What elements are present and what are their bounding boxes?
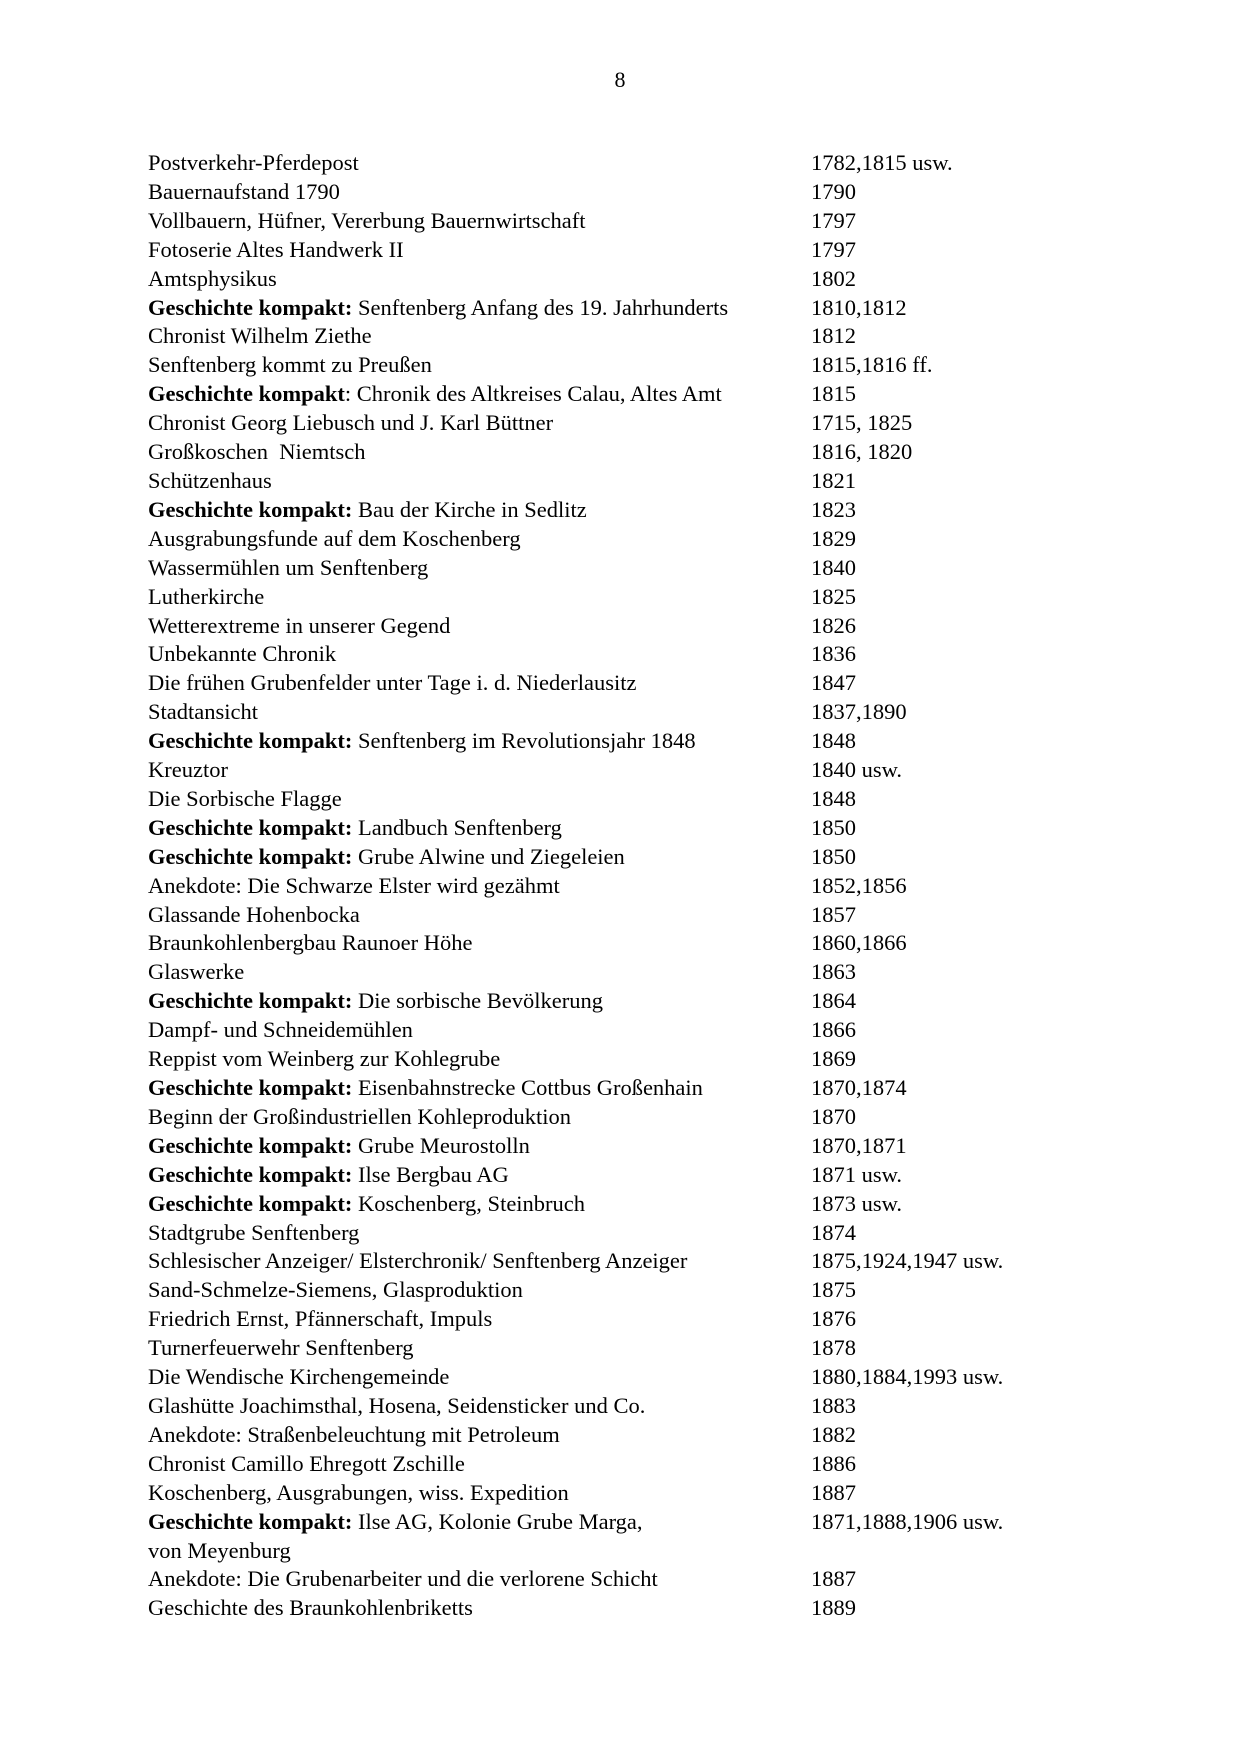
entry-topic [148,1132,811,1161]
entry-topic [148,380,811,409]
index-entry [148,1565,1108,1594]
entry-year: 1815,1816 ff. [811,352,933,378]
entry-category-prefix: Geschichte kompakt: [148,814,353,840]
entry-year: 1889 [811,1595,856,1621]
entry-topic [148,265,811,294]
entry-title: Amtsphysikus [148,265,277,291]
entry-title: Postverkehr-Pferdepost [148,150,359,175]
entry-category-prefix: Geschichte kompakt: [148,728,353,754]
index-entry [148,958,1108,987]
entry-title: Landbuch Senftenberg [352,814,562,840]
index-entry [148,351,1108,380]
index-entry [148,612,1108,641]
entry-year: 1870,1871 [811,1132,907,1158]
index-entry [148,1161,1108,1190]
entry-title: Die frühen Grubenfelder unter Tage i. d. Niederlausitz [148,670,637,696]
entry-year: 1871,1888,1906 usw. [811,1508,1004,1534]
entry-topic [148,496,811,525]
entry-topic [148,1392,811,1421]
entry-topic [148,178,811,207]
entry-topic [148,1247,811,1276]
index-entry [148,756,1108,785]
entry-category-prefix: Geschichte kompakt: [148,1508,353,1534]
index-entry [148,1334,1108,1363]
entry-year: 1850 [811,814,856,840]
entry-title: Ausgrabungsfunde auf dem Koschenberg [148,525,521,551]
entry-title: Kreuztor [148,757,228,783]
entry-title: Glassande Hohenbocka [148,901,360,927]
entry-year: 1847 [811,670,856,696]
entry-topic [148,1074,811,1103]
index-entry [148,1450,1108,1479]
entry-title: Lutherkirche [148,583,265,609]
entry-year: 1812 [811,323,856,349]
entry-topic [148,1334,811,1363]
entry-title: Koschenberg, Ausgrabungen, wiss. Expedition [148,1479,569,1505]
entry-title: Chronist Camillo Ehregott Zschille [148,1450,465,1476]
entry-topic [148,236,811,265]
entry-topic [148,351,811,380]
entry-year: 1852,1856 [811,872,907,898]
index-entry [148,496,1108,525]
entry-year: 1870,1874 [811,1075,907,1100]
entry-title-continuation: von Meyenburg [148,1537,291,1563]
entry-year: 1866 [811,1017,856,1043]
entry-year: 1790 [811,178,856,204]
entry-year: 1870 [811,1103,856,1129]
entry-topic [148,525,811,554]
entry-year: 1829 [811,525,856,551]
index-entry [148,640,1108,669]
entry-title: Anekdote: Straßenbeleuchtung mit Petroleum [148,1421,560,1447]
index-entry [148,1247,1108,1276]
entry-year: 1715, 1825 [811,410,913,436]
entry-topic [148,1305,811,1334]
index-list [148,149,1108,1623]
entry-year: 1782,1815 usw. [811,150,953,175]
entry-topic [148,438,811,467]
entry-topic [148,1450,811,1479]
index-entry [148,409,1108,438]
entry-title: Grube Alwine und Ziegeleien [352,843,625,869]
entry-category-prefix: Geschichte kompakt [148,381,345,407]
entry-year: 1815 [811,381,856,407]
entry-year: 1816, 1820 [811,439,913,465]
index-entry [148,1276,1108,1305]
entry-topic [148,554,811,583]
index-entry [148,554,1108,583]
entry-title: Braunkohlenbergbau Raunoer Höhe [148,930,473,956]
entry-title: Schützenhaus [148,467,272,493]
entry-year: 1887 [811,1566,856,1592]
index-entry [148,1016,1108,1045]
index-entry [148,901,1108,930]
index-entry [148,1421,1108,1450]
entry-year: 1875,1924,1947 usw. [811,1248,1004,1274]
entry-topic [148,1161,811,1190]
entry-title: Ilse AG, Kolonie Grube Marga, [352,1508,643,1534]
entry-year: 1836 [811,641,856,667]
entry-title: Dampf- und Schneidemühlen [148,1017,413,1043]
entry-year: 1797 [811,236,856,262]
entry-year: 1878 [811,1335,856,1361]
entry-year: 1880,1884,1993 usw. [811,1364,1004,1390]
index-entry [148,322,1108,351]
entry-topic [148,756,811,785]
entry-title: Chronist Wilhelm Ziethe [148,323,372,349]
entry-year: 1857 [811,901,856,927]
entry-title: Grube Meurostolln [352,1132,530,1158]
entry-title: Bauernaufstand 1790 [148,178,340,204]
entry-topic [148,1045,811,1074]
entry-year: 1876 [811,1306,856,1332]
entry-title: Geschichte des Braunkohlenbriketts [148,1595,473,1621]
entry-topic [148,987,811,1016]
entry-title: Fotoserie Altes Handwerk II [148,236,404,262]
index-entry [148,785,1108,814]
entry-year: 1886 [811,1450,856,1476]
entry-category-prefix: Geschichte kompakt: [148,843,353,869]
entry-category-prefix: Geschichte kompakt: [148,294,353,320]
entry-year: 1882 [811,1421,856,1447]
index-entry [148,525,1108,554]
entry-year: 1863 [811,959,856,985]
entry-year: 1848 [811,728,856,754]
entry-title: Die sorbische Bevölkerung [352,988,603,1014]
entry-title: Friedrich Ernst, Pfännerschaft, Impuls [148,1306,493,1332]
index-entry [148,265,1108,294]
entry-title: Unbekannte Chronik [148,641,337,667]
entry-topic [148,149,811,178]
entry-year: 1821 [811,467,856,493]
entry-topic [148,207,811,236]
index-entry [148,929,1108,958]
entry-topic [148,1190,811,1219]
page-number: 8 [614,67,626,92]
index-entry [148,814,1108,843]
entry-year: 1840 [811,554,856,580]
entry-category-prefix: Geschichte kompakt: [148,1132,353,1158]
entry-year: 1875 [811,1277,856,1303]
index-entry [148,1074,1108,1103]
entry-title: Sand-Schmelze-Siemens, Glasproduktion [148,1277,523,1303]
index-entry [148,1045,1108,1074]
entry-topic [148,1219,811,1248]
entry-title: Eisenbahnstrecke Cottbus Großenhain [352,1075,703,1100]
entry-title: Wassermühlen um Senftenberg [148,554,429,580]
entry-year: 1825 [811,583,856,609]
entry-title: Koschenberg, Steinbruch [352,1190,586,1216]
entry-topic [148,698,811,727]
index-entry [148,1479,1108,1508]
index-entry [148,207,1108,236]
entry-topic [148,640,811,669]
entry-year: 1873 usw. [811,1190,903,1216]
index-entry [148,1392,1108,1421]
entry-year: 1837,1890 [811,699,907,725]
entry-title: Schlesischer Anzeiger/ Elsterchronik/ Senftenberg Anzeiger [148,1248,688,1274]
entry-title: Die Sorbische Flagge [148,785,342,811]
entry-topic [148,1276,811,1305]
index-entry [148,236,1108,265]
entry-title: Turnerfeuerwehr Senftenberg [148,1335,414,1361]
index-entry [148,987,1108,1016]
entry-year: 1850 [811,843,856,869]
entry-topic [148,901,811,930]
entry-category-prefix: Geschichte kompakt: [148,1161,353,1187]
index-entry [148,467,1108,496]
entry-topic [148,1594,811,1623]
entry-year: 1823 [811,496,856,522]
entry-title: Stadtgrube Senftenberg [148,1219,360,1245]
entry-topic [148,958,811,987]
entry-title: Glaswerke [148,959,245,985]
index-entry [148,1132,1108,1161]
entry-title: Senftenberg Anfang des 19. Jahrhunderts [352,294,729,320]
entry-topic [148,843,811,872]
entry-topic [148,1421,811,1450]
entry-category-prefix: Geschichte kompakt: [148,988,353,1014]
index-entry [148,698,1108,727]
entry-year: 1887 [811,1479,856,1505]
entry-topic [148,467,811,496]
entry-title: Senftenberg im Revolutionsjahr 1848 [352,728,696,754]
entry-title: Anekdote: Die Schwarze Elster wird gezähmt [148,872,560,898]
entry-title: Großkoschen Niemtsch [148,439,366,465]
entry-topic [148,727,811,756]
index-entry [148,1594,1108,1623]
entry-category-prefix: Geschichte kompakt: [148,1075,353,1100]
index-entry [148,1305,1108,1334]
entry-topic [148,612,811,641]
index-entry [148,843,1108,872]
index-entry [148,438,1108,467]
entry-year: 1869 [811,1046,856,1072]
index-entry [148,178,1108,207]
entry-category-prefix: Geschichte kompakt: [148,496,353,522]
entry-title: Beginn der Großindustriellen Kohleproduktion [148,1103,572,1129]
entry-topic [148,929,811,958]
entry-topic [148,1508,811,1566]
entry-title: Anekdote: Die Grubenarbeiter und die verlorene Schicht [148,1566,658,1592]
index-entry [148,583,1108,612]
entry-title: Stadtansicht [148,699,258,725]
entry-title: Senftenberg kommt zu Preußen [148,352,432,378]
entry-year: 1802 [811,265,856,291]
index-entry [148,1190,1108,1219]
entry-year: 1826 [811,612,856,638]
entry-title: Glashütte Joachimsthal, Hosena, Seidensticker und Co. [148,1392,646,1418]
entry-topic [148,669,811,698]
entry-title: Vollbauern, Hüfner, Vererbung Bauernwirtschaft [148,207,586,233]
entry-year: 1871 usw. [811,1161,903,1187]
entry-title: : Chronik des Altkreises Calau, Altes Amt [344,381,722,407]
index-entry [148,1508,1108,1566]
entry-title: Chronist Georg Liebusch und J. Karl Büttner [148,410,554,436]
index-entry [148,872,1108,901]
entry-topic [148,583,811,612]
entry-topic [148,409,811,438]
entry-title: Wetterextreme in unserer Gegend [148,612,451,638]
entry-year: 1860,1866 [811,930,907,956]
entry-year: 1874 [811,1219,856,1245]
entry-category-prefix: Geschichte kompakt: [148,1190,353,1216]
entry-topic [148,1016,811,1045]
entry-topic [148,1363,811,1392]
entry-title: Reppist vom Weinberg zur Kohlegrube [148,1046,501,1072]
entry-year: 1840 usw. [811,757,903,783]
entry-title: Bau der Kirche in Sedlitz [352,496,587,522]
entry-topic [148,814,811,843]
entry-topic [148,1565,811,1594]
entry-year: 1810,1812 [811,294,907,320]
index-entry [148,1103,1108,1132]
index-entry [148,1219,1108,1248]
entry-topic [148,1103,811,1132]
index-entry [148,1363,1108,1392]
entry-year: 1797 [811,207,856,233]
entry-title: Ilse Bergbau AG [352,1161,509,1187]
entry-topic [148,785,811,814]
entry-topic [148,294,811,323]
index-entry [148,380,1108,409]
entry-title: Die Wendische Kirchengemeinde [148,1364,450,1390]
entry-year: 1883 [811,1392,856,1418]
index-entry [148,294,1108,323]
entry-topic [148,1479,811,1508]
entry-topic [148,322,811,351]
index-entry [148,149,1108,178]
entry-year: 1848 [811,785,856,811]
entry-year: 1864 [811,988,856,1014]
index-entry [148,669,1108,698]
entry-topic [148,872,811,901]
index-entry [148,727,1108,756]
